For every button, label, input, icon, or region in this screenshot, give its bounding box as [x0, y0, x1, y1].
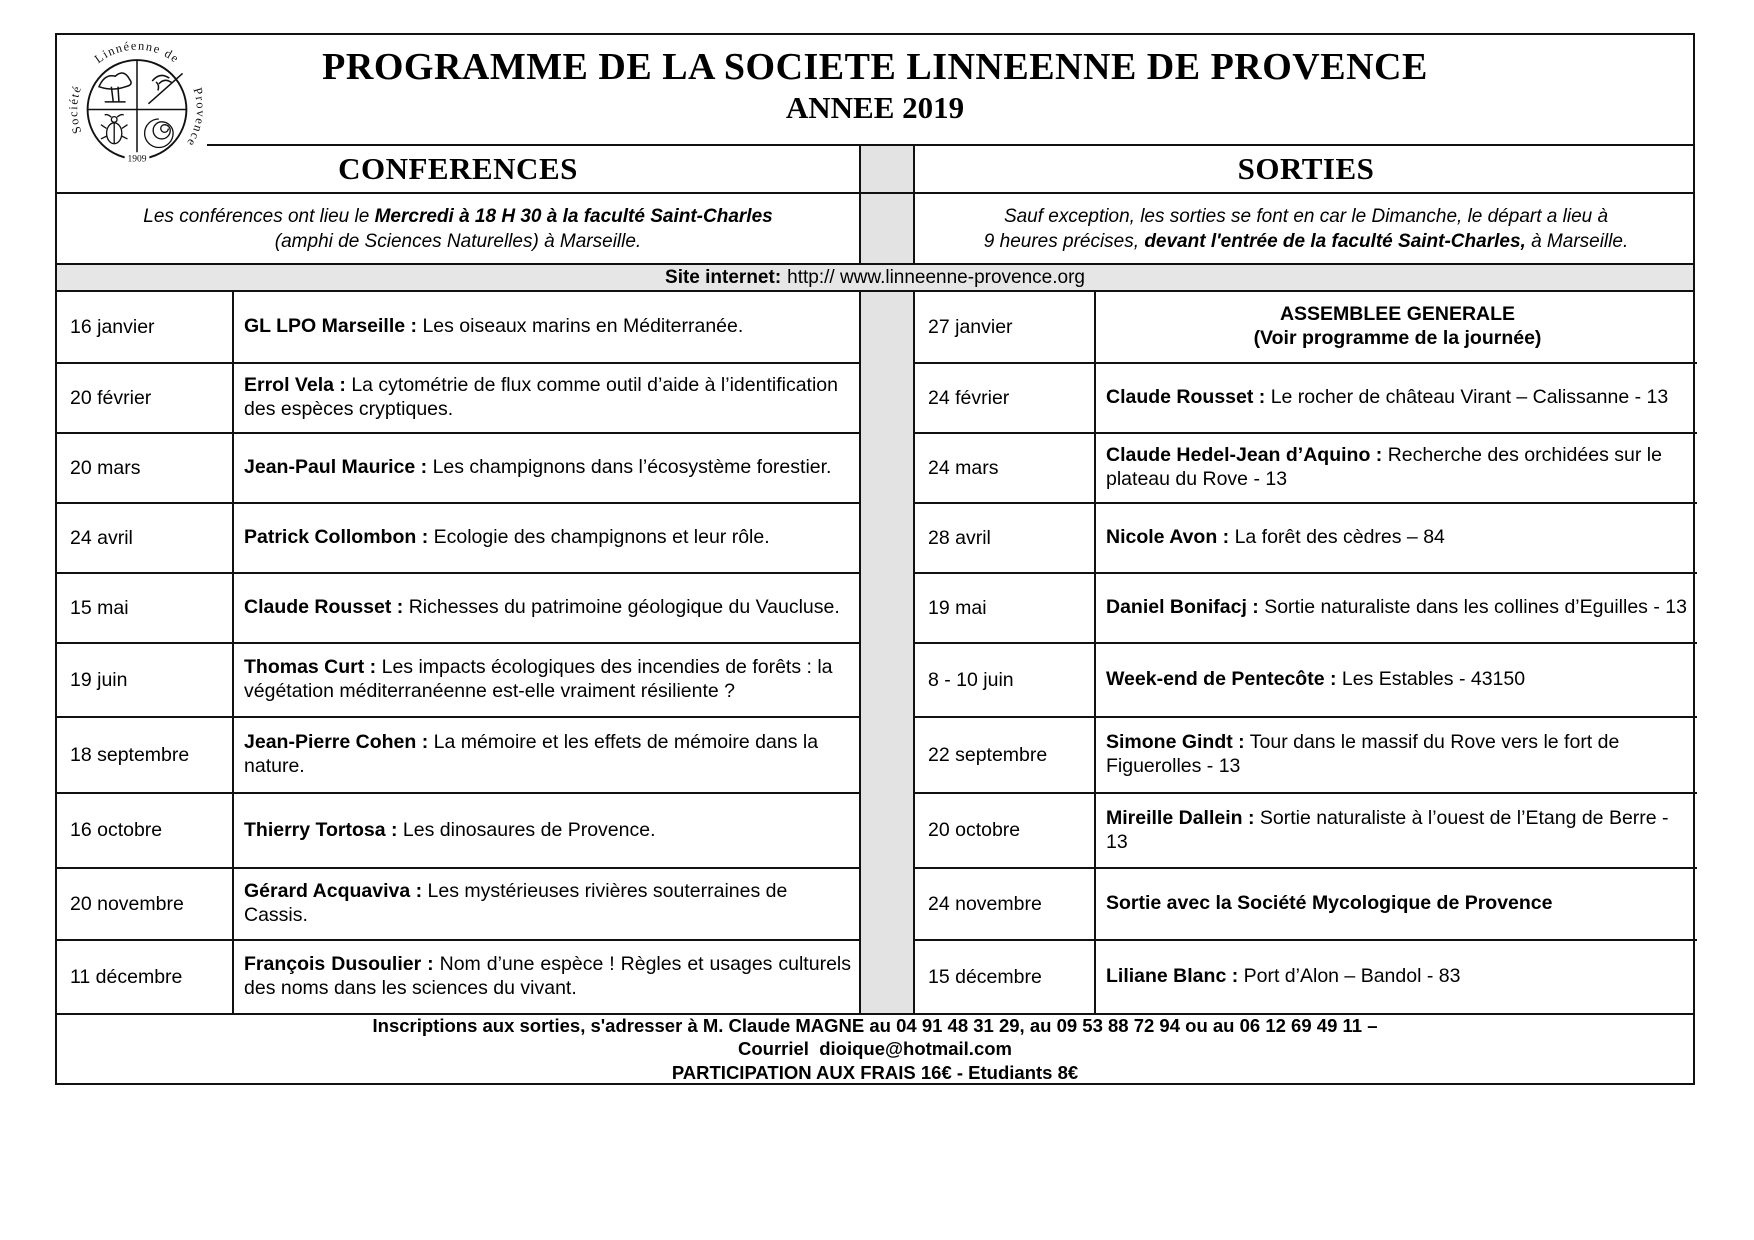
sortie-entry: Liliane Blanc : Port d’Alon – Bandol - 83	[1094, 939, 1697, 1013]
sortie-entry: Simone Gindt : Tour dans le massif du Rove vers le fort de Figuerolles - 13	[1094, 716, 1697, 792]
bird-icon	[148, 73, 182, 103]
column-divider	[859, 194, 915, 263]
logo-arc-right-text: Provence	[183, 85, 208, 150]
sortie-entry: Nicole Avon : La forêt des cèdres – 84	[1094, 502, 1697, 572]
society-logo	[61, 37, 213, 182]
sortie-date: 19 mai	[915, 572, 1094, 642]
sortie-entry: Claude Hedel-Jean d’Aquino : Recherche des orchidées sur le plateau du Rove - 13	[1094, 432, 1697, 502]
sortie-entry: Claude Rousset : Le rocher de château Virant – Calissanne - 13	[1094, 362, 1697, 432]
logo-year: 1909	[127, 154, 147, 165]
registration-footer	[57, 1013, 1693, 1083]
sortie-entry: Daniel Bonifacj : Sortie naturaliste dans les collines d’Eguilles - 13	[1094, 572, 1697, 642]
nautilus-icon	[145, 119, 174, 148]
sortie-date: 24 mars	[915, 432, 1094, 502]
sortie-date: 27 janvier	[928, 315, 1013, 338]
conference-date: 20 février	[57, 362, 232, 432]
conference-date: 16 janvier	[70, 315, 155, 338]
website-url: http:// www.linneenne-provence.org	[787, 266, 1085, 288]
conferences-header: CONFERENCES	[338, 151, 578, 186]
conference-entry: Claude Rousset : Richesses du patrimoine géologique du Vaucluse.	[232, 572, 859, 642]
conferences-intro-line1: Les conférences ont lieu le Mercredi à 18 H 30 à la faculté Saint-Charles	[143, 205, 773, 227]
conference-date: 18 septembre	[57, 716, 232, 792]
column-divider	[859, 292, 915, 1013]
conference-date: 24 avril	[57, 502, 232, 572]
schedule-grid	[57, 292, 1693, 1013]
conference-entry: Gérard Acquaviva : Les mystérieuses rivières souterraines de Cassis.	[232, 867, 859, 939]
sortie-date: 24 février	[915, 362, 1094, 432]
title-separator-line	[207, 144, 1693, 146]
sortie-date: 24 novembre	[915, 867, 1094, 939]
conference-date: 11 décembre	[57, 939, 232, 1013]
conference-entry: François Dusoulier : Nom d’une espèce ! Règles et usages culturels des noms dans les sciences du vivant.	[232, 939, 859, 1013]
page-title: PROGRAMME DE LA SOCIETE LINNEENNE DE PROVENCE	[322, 46, 1428, 88]
conference-entry: Thierry Tortosa : Les dinosaures de Provence.	[232, 792, 859, 867]
logo-arc-top-text: Linnéenne de	[91, 38, 183, 67]
sortie-date: 20 octobre	[915, 792, 1094, 867]
conference-date: 16 octobre	[57, 792, 232, 867]
conference-entry: Jean-Paul Maurice : Les champignons dans l’écosystème forestier.	[232, 432, 859, 502]
website-label: Site internet:	[665, 266, 782, 288]
sorties-intro-line1: Sauf exception, les sorties se font en car le Dimanche, le départ a lieu à	[1003, 205, 1609, 227]
conference-date: 19 juin	[57, 642, 232, 716]
title-band	[57, 35, 1693, 165]
conference-date: 20 mars	[57, 432, 232, 502]
conference-entry: Errol Vela : La cytométrie de flux comme outil d’aide à l’identification des espèces cryptiques.	[232, 362, 859, 432]
sorties-intro-line2: 9 heures précises, devant l'entrée de la faculté Saint-Charles, à Marseille.	[983, 230, 1629, 252]
sortie-entry: Mireille Dallein : Sortie naturaliste à l’ouest de l’Etang de Berre - 13	[1094, 792, 1697, 867]
sortie-entry: ASSEMBLEE GENERALE (Voir programme de la journée)	[1094, 292, 1697, 362]
conference-date: 20 novembre	[57, 867, 232, 939]
footer-email-line: Courriel dioique@hotmail.com	[738, 1038, 1012, 1060]
logo-arc-left-text: Société	[66, 83, 85, 136]
conference-entry: Patrick Collombon : Ecologie des champignons et leur rôle.	[232, 502, 859, 572]
conferences-intro	[57, 194, 859, 263]
sortie-date: 28 avril	[915, 502, 1094, 572]
sortie-entry: Week-end de Pentecôte : Les Estables - 43150	[1094, 642, 1697, 716]
program-sheet	[55, 33, 1695, 1085]
sorties-intro	[915, 194, 1697, 263]
conference-entry: GL LPO Marseille : Les oiseaux marins en Méditerranée.	[232, 292, 859, 362]
conference-entry: Jean-Pierre Cohen : La mémoire et les effets de mémoire dans la nature.	[232, 716, 859, 792]
document-titles	[57, 35, 1693, 126]
sortie-date: 8 - 10 juin	[915, 642, 1094, 716]
sortie-date: 15 décembre	[915, 939, 1094, 1013]
sortie-date: 22 septembre	[915, 716, 1094, 792]
page-subtitle-year: ANNEE 2019	[785, 89, 965, 125]
footer-participation-line: PARTICIPATION AUX FRAIS 16€ - Etudiants 8€	[671, 1061, 1079, 1083]
intro-band	[57, 192, 1693, 263]
footer-email: dioique@hotmail.com	[819, 1038, 1012, 1060]
conference-date: 15 mai	[57, 572, 232, 642]
footer-inscriptions-line: Inscriptions aux sorties, s'adresser à M. Claude MAGNE au 04 91 48 31 29, au 09 53 88 72 94 ou au 06 12 69 49 11 –	[372, 1015, 1378, 1037]
website-band	[57, 263, 1693, 292]
conferences-intro-line2: (amphi de Sciences Naturelles) à Marseille.	[274, 230, 642, 252]
tree-icon	[99, 73, 131, 102]
column-divider	[859, 146, 915, 192]
conference-entry: Thomas Curt : Les impacts écologiques des incendies de forêts : la végétation méditerranéenne est-elle vraiment résiliente ?	[232, 642, 859, 716]
beetle-icon	[101, 115, 128, 144]
society-logo-icon	[61, 37, 213, 182]
section-headers-band	[57, 146, 1693, 192]
sortie-entry: Sortie avec la Société Mycologique de Provence	[1094, 867, 1697, 939]
sorties-header: SORTIES	[1237, 151, 1375, 186]
